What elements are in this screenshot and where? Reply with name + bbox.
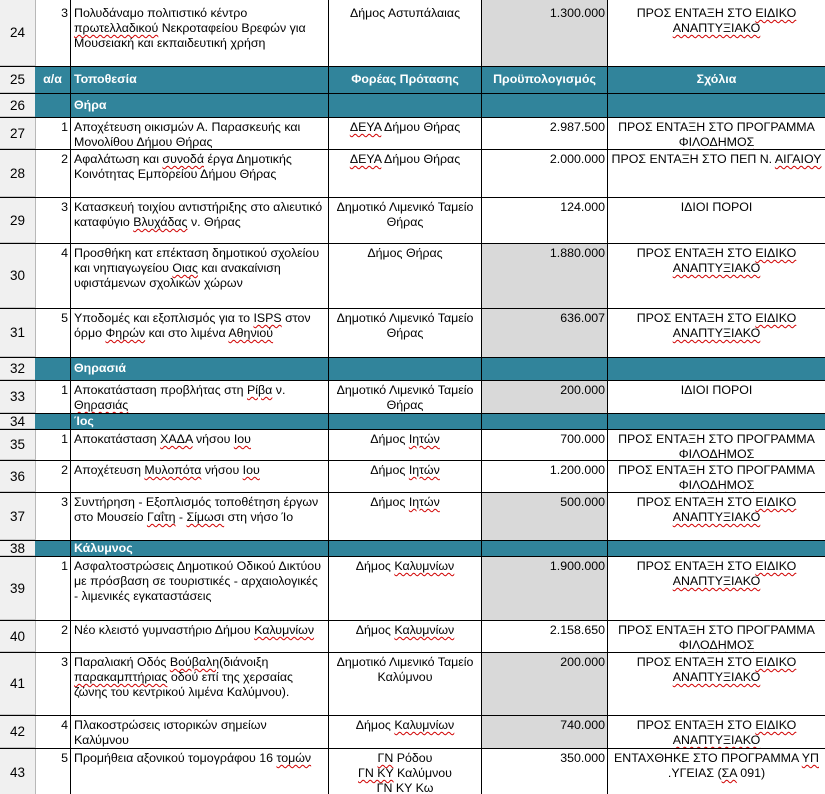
cell-proposer[interactable]: Δήμος Αστυπάλαιας (329, 0, 482, 66)
section-empty-cell (35, 94, 71, 117)
cell-location[interactable]: Αφαλάτωση και συνοδά έργα Δημοτικής Κοινότητας Εμπορείου Δήμου Θήρας (71, 150, 329, 197)
section-row (0, 94, 825, 118)
cell-comments[interactable]: ΠΡΟΣ ΕΝΤΑΞΗ ΣΤΟ ΕΙΔΙΚΟ ΑΝΑΠΤΥΞΙΑΚΟ (636, 495, 797, 525)
cell-comments[interactable]: ΙΔΙΟΙ ΠΟΡΟΙ (680, 200, 753, 214)
cell-budget[interactable]: 1.900.000 (482, 557, 608, 620)
section-title: Ίος (71, 414, 329, 429)
cell-budget[interactable]: 700.000 (482, 430, 608, 460)
row-number[interactable]: 28 (0, 150, 36, 197)
cell-number[interactable]: 1 (35, 430, 71, 460)
cell-comments[interactable]: ΠΡΟΣ ΕΝΤΑΞΗ ΣΤΟ ΕΙΔΙΚΟ ΑΝΑΠΤΥΞΙΑΚΟ (636, 655, 797, 685)
section-empty-cell (608, 414, 825, 429)
section-empty-cell (329, 414, 482, 429)
cell-budget[interactable]: 1.880.000 (482, 244, 608, 308)
cell-number[interactable]: 4 (35, 244, 71, 308)
row-number[interactable]: 41 (0, 653, 36, 715)
cell-number[interactable]: 4 (35, 716, 71, 748)
section-empty-cell (329, 541, 482, 556)
table-row[interactable] (0, 244, 825, 309)
cell-proposer[interactable]: Δήμος Θήρας (329, 244, 482, 308)
header-location: Τοποθεσία (71, 67, 329, 93)
table-row[interactable] (0, 198, 825, 244)
cell-location[interactable]: Αποκατάσταση προβλήτας στη Ρίβα ν. Θηρασιάς (71, 381, 329, 413)
cell-proposer[interactable]: Δήμος Καλυμνίων (329, 621, 482, 652)
cell-location[interactable]: Ασφαλτοστρώσεις Δημοτικού Οδικού Δικτύου με πρόσβαση σε τουριστικές - αρχαιολογικές - λιμενικές εγκαταστάσεις (71, 557, 329, 620)
cell-location[interactable]: Υποδομές και εξοπλισμός για το ISPS στον όρμο Φηρών και στο λιμένα Αθηνιού (71, 309, 329, 357)
row-number[interactable]: 27 (0, 118, 36, 149)
cell-comments[interactable]: ΠΡΟΣ ΕΝΤΑΞΗ ΣΤΟ ΠΕΠ Ν. ΑΙΓΑΙΟΥ (611, 152, 822, 166)
cell-number[interactable]: 5 (35, 309, 71, 357)
table-row[interactable] (0, 309, 825, 358)
cell-number[interactable]: 1 (35, 557, 71, 620)
cell-proposer[interactable]: Δήμος Καλυμνίων (329, 716, 482, 748)
cell-location[interactable]: Αποκατάσταση ΧΑΔΑ νήσου Ιου (71, 430, 329, 460)
table-row[interactable] (0, 118, 825, 150)
section-empty-cell (35, 414, 71, 429)
cell-budget[interactable]: 1.300.000 (482, 0, 608, 66)
table-row[interactable] (0, 749, 825, 794)
cell-budget[interactable]: 636.007 (482, 309, 608, 357)
cell-proposer[interactable]: Δημοτικό Λιμενικό Ταμείο Θήρας (329, 309, 482, 357)
cell-number[interactable]: 2 (35, 150, 71, 197)
cell-location[interactable]: Πλακοστρώσεις ιστορικών σημείων Καλύμνου (71, 716, 329, 748)
cell-comments[interactable]: ΠΡΟΣ ΕΝΤΑΞΗ ΣΤΟ ΕΙΔΙΚΟ ΑΝΑΠΤΥΞΙΑΚΟ (636, 6, 797, 36)
section-row (0, 358, 825, 381)
section-empty-cell (608, 358, 825, 380)
cell-comments[interactable]: ΠΡΟΣ ΕΝΤΑΞΗ ΣΤΟ ΕΙΔΙΚΟ ΑΝΑΠΤΥΞΙΑΚΟ (636, 311, 797, 341)
cell-location[interactable]: Πολυδάναμο πολιτιστικό κέντρο πρωτελλαδικού Νεκροταφείου Βρεφών για Μουσειακή και εκπαιδευτική χρήση (71, 0, 329, 66)
table-row[interactable] (0, 557, 825, 621)
cell-budget[interactable]: 2.000.000 (482, 150, 608, 197)
row-number[interactable]: 31 (0, 309, 36, 357)
table-row[interactable] (0, 381, 825, 414)
row-number[interactable]: 32 (0, 358, 36, 380)
cell-comments[interactable]: ΠΡΟΣ ΕΝΤΑΞΗ ΣΤΟ ΕΙΔΙΚΟ ΑΝΑΠΤΥΞΙΑΚΟ (636, 718, 797, 748)
cell-budget[interactable]: 124.000 (482, 198, 608, 243)
header-number: α/α (35, 67, 71, 93)
section-row (0, 541, 825, 557)
cell-comments[interactable]: ΠΡΟΣ ΕΝΤΑΞΗ ΣΤΟ ΠΡΟΓΡΑΜΜΑ ΦΙΛΟΔΗΜΟΣ (618, 120, 815, 149)
row-number[interactable]: 24 (0, 0, 36, 66)
cell-proposer[interactable]: Δημοτικό Λιμενικό Ταμείο Καλύμνου (329, 653, 482, 715)
table-row[interactable] (0, 621, 825, 653)
row-number[interactable]: 30 (0, 244, 36, 308)
row-number[interactable]: 26 (0, 94, 36, 117)
table-row[interactable] (0, 430, 825, 461)
cell-budget[interactable]: 2.158.650 (482, 621, 608, 652)
table-row[interactable] (0, 653, 825, 716)
cell-number[interactable]: 2 (35, 461, 71, 492)
cell-comments[interactable]: ΠΡΟΣ ΕΝΤΑΞΗ ΣΤΟ ΠΡΟΓΡΑΜΜΑ ΦΙΛΟΔΗΜΟΣ (618, 623, 815, 652)
cell-proposer[interactable]: ΓΝ Ρόδου ΓΝ ΚΥ Καλύμνου ΓΝ ΚΥ Κω (329, 749, 482, 794)
table-row[interactable] (0, 0, 825, 67)
section-empty-cell (482, 414, 608, 429)
cell-proposer[interactable]: Δήμος Ιητών (329, 461, 482, 492)
cell-budget[interactable]: 2.987.500 (482, 118, 608, 149)
table-row[interactable] (0, 150, 825, 198)
row-number[interactable]: 25 (0, 67, 36, 93)
cell-number[interactable]: 1 (35, 118, 71, 149)
section-empty-cell (608, 541, 825, 556)
cell-location[interactable]: Συντήρηση - Εξοπλισμός τοποθέτηση έργων στο Μουσείο Γαΐτη - Σίμωσι στη νήσο Ίο (71, 493, 329, 540)
cell-proposer[interactable]: Δήμος Ιητών (329, 493, 482, 540)
cell-number[interactable]: 3 (35, 198, 71, 243)
cell-comments[interactable]: ΙΔΙΟΙ ΠΟΡΟΙ (680, 383, 753, 397)
cell-number[interactable]: 5 (35, 749, 71, 794)
row-number[interactable]: 36 (0, 461, 36, 492)
cell-location[interactable]: Παραλιακή Οδός Βούβαλη(διάνοιξη παρακαμπτήριας οδού επί της χερσαίας ζώνης του κεντρικού λιμένα Καλύμνου). (71, 653, 329, 715)
cell-budget[interactable]: 200.000 (482, 653, 608, 715)
cell-location[interactable]: Κατασκευή τοιχίου αντιστήριξης στο αλιευτικό καταφύγιο Βλυχάδας ν. Θήρας (71, 198, 329, 243)
header-comments: Σχόλια (608, 67, 825, 93)
row-number[interactable]: 33 (0, 381, 36, 413)
cell-number[interactable]: 3 (35, 653, 71, 715)
row-number[interactable]: 42 (0, 716, 36, 748)
cell-proposer[interactable]: ΔΕΥΑ Δήμου Θήρας (329, 118, 482, 149)
cell-number[interactable]: 2 (35, 621, 71, 652)
section-empty-cell (482, 358, 608, 380)
row-number[interactable]: 29 (0, 198, 36, 243)
cell-budget[interactable]: 740.000 (482, 716, 608, 748)
row-number[interactable]: 37 (0, 493, 36, 540)
cell-budget[interactable]: 200.000 (482, 381, 608, 413)
cell-budget[interactable]: 350.000 (482, 749, 608, 794)
row-number[interactable]: 34 (0, 414, 36, 429)
cell-comments[interactable]: ΠΡΟΣ ΕΝΤΑΞΗ ΣΤΟ ΠΡΟΓΡΑΜΜΑ ΦΙΛΟΔΗΜΟΣ (618, 432, 815, 460)
cell-location[interactable]: Νέο κλειστό γυμναστήριο Δήμου Καλυμνίων (71, 621, 329, 652)
cell-proposer[interactable]: Δημοτικό Λιμενικό Ταμείο Θήρας (329, 381, 482, 413)
cell-location[interactable]: Αποχέτευση οικισμών Α. Παρασκευής και Μονολίθου Δήμου Θήρας (71, 118, 329, 149)
cell-location[interactable]: Προμήθεια αξονικού τομογράφου 16 τομών (71, 749, 329, 794)
cell-budget[interactable]: 500.000 (482, 493, 608, 540)
cell-proposer[interactable]: ΔΕΥΑ Δήμου Θήρας (329, 150, 482, 197)
row-number[interactable]: 39 (0, 557, 36, 620)
cell-number[interactable]: 3 (35, 493, 71, 540)
cell-comments[interactable]: ΠΡΟΣ ΕΝΤΑΞΗ ΣΤΟ ΕΙΔΙΚΟ ΑΝΑΠΤΥΞΙΑΚΟ (636, 559, 797, 589)
cell-proposer[interactable]: Δήμος Ιητών (329, 430, 482, 460)
row-number[interactable]: 38 (0, 541, 36, 556)
cell-location[interactable]: Προσθήκη κατ επέκταση δημοτικού σχολείου και νηπιαγωγείου Οιας και ανακαίνιση υφιστάμενων σχολικών χώρων (71, 244, 329, 308)
section-empty-cell (35, 358, 71, 380)
table-row[interactable] (0, 493, 825, 541)
cell-proposer[interactable]: Δήμος Καλυμνίων (329, 557, 482, 620)
cell-comments[interactable]: ΠΡΟΣ ΕΝΤΑΞΗ ΣΤΟ ΠΡΟΓΡΑΜΜΑ ΦΙΛΟΔΗΜΟΣ (618, 463, 815, 492)
cell-budget[interactable]: 1.200.000 (482, 461, 608, 492)
cell-number[interactable]: 3 (35, 0, 71, 66)
cell-location[interactable]: Αποχέτευση Μυλοπότα νήσου Ιου (71, 461, 329, 492)
row-number[interactable]: 35 (0, 430, 36, 460)
row-number[interactable]: 43 (0, 749, 36, 794)
row-number[interactable]: 40 (0, 621, 36, 652)
table-row[interactable] (0, 461, 825, 493)
section-title: Κάλυμνος (71, 541, 329, 556)
section-empty-cell (608, 94, 825, 117)
cell-comments[interactable]: ΠΡΟΣ ΕΝΤΑΞΗ ΣΤΟ ΕΙΔΙΚΟ ΑΝΑΠΤΥΞΙΑΚΟ (636, 246, 797, 276)
section-title: Θηρασιά (71, 358, 329, 380)
header-budget: Προϋπολογισμός (482, 67, 608, 93)
section-empty-cell (329, 94, 482, 117)
cell-comments[interactable]: ΕΝΤΑΧΘΗΚΕ ΣΤΟ ΠΡΟΓΡΑΜΜΑ ΥΠ .ΥΓΕΙΑΣ (ΣΑ 091) (614, 751, 819, 781)
section-title: Θήρα (71, 94, 329, 117)
section-empty-cell (482, 94, 608, 117)
table-header-row (0, 67, 825, 94)
cell-proposer[interactable]: Δημοτικό Λιμενικό Ταμείο Θήρας (329, 198, 482, 243)
section-empty-cell (329, 358, 482, 380)
header-proposer: Φορέας Πρότασης (329, 67, 482, 93)
cell-number[interactable]: 1 (35, 381, 71, 413)
table-row[interactable] (0, 716, 825, 749)
section-empty-cell (35, 541, 71, 556)
section-row (0, 414, 825, 430)
section-empty-cell (482, 541, 608, 556)
